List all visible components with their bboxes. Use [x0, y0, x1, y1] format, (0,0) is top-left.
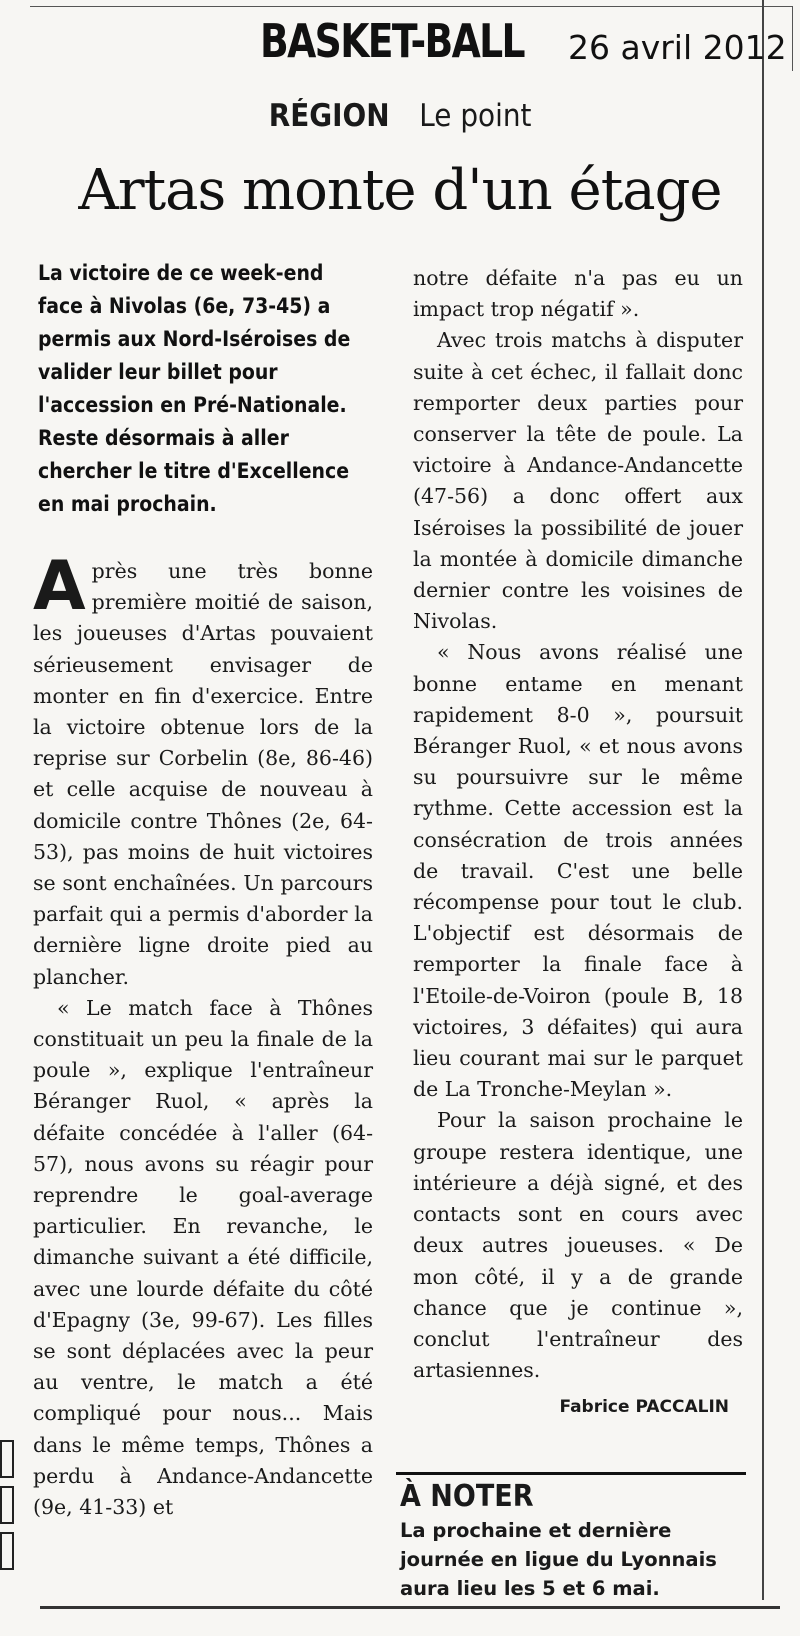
- drop-cap: A: [33, 547, 86, 626]
- lead-line: Reste désormais à aller: [38, 426, 289, 450]
- rubric: [0, 98, 800, 134]
- margin-mark: [0, 1532, 14, 1570]
- lead-line: valider leur billet pour: [38, 360, 278, 384]
- article-column-left: [33, 547, 373, 1523]
- body-paragraph: Avec trois matchs à disputer suite à cet échec, il fallait donc remporter deux parties pour conserver la tête de poule. La victoire à Andance-Andancette (47-56) a donc offert aux Iséroises la possibilité de jouer la montée à domicile dimanche dernier contre les voisines de Nivolas.: [413, 328, 743, 634]
- lead-line: permis aux Nord-Iséroises de: [38, 327, 351, 351]
- margin-mark: [0, 1440, 14, 1478]
- rubric-point: Le point: [419, 98, 532, 134]
- author-byline: Fabrice PACCALIN: [559, 1397, 729, 1418]
- column-border: [762, 0, 764, 1600]
- margin-mark: [0, 1486, 14, 1524]
- body-paragraph: notre défaite n'a pas eu un impact trop négatif ».: [413, 266, 743, 322]
- body-text: près une très bonne première moitié de saison, les joueuses d'Artas pouvaient sérieusement envisager de monter en fin d'exercice. Entre la victoire obtenue lors de la reprise sur Corbelin (8e, 86-46) et celle acquise de nouveau à domicile contre Thônes (2e, 64-53), pas moins de huit victoires se sont enchaînées. Un parcours parfait qui a permis d'aborder la dernière ligne droite pied au plancher.: [33, 559, 373, 989]
- note-text: La prochaine et dernière journée en ligue du Lyonnais aura lieu les 5 et 6 mai.: [400, 1519, 717, 1600]
- lead-line: en mai prochain.: [38, 492, 217, 516]
- lead-line: La victoire de ce week-end: [38, 261, 324, 285]
- body-paragraph: « Le match face à Thônes constituait un peu la finale de la poule », explique l'entraîneur Béranger Ruol, « après la défaite concédée à l'aller (64-57), nous avons su réagir pour reprendre le goal-average particulier. En revanche, le dimanche suivant a été difficile, avec une lourde défaite du côté d'Epagny (3e, 99-67). Les filles se sont déplacées avec la peur au ventre, le match a été compliqué pour nous... Mais dans le même temps, Thônes a perdu à Andance-Andancette (9e, 41-33) et: [33, 995, 373, 1520]
- section-title: BASKET-BALL: [260, 14, 524, 68]
- lead-line: l'accession en Pré-Nationale.: [38, 393, 347, 417]
- note-box: [396, 1472, 746, 1603]
- bottom-rule: [40, 1606, 780, 1609]
- body-paragraph: « Nous avons réalisé une bonne entame en menant rapidement 8-0 », poursuit Béranger Ruol, « et nous avons su poursuivre sur le même rythme. Cette accession est la consécration de trois années de travail. C'est une belle récompense pour tout le club. L'objectif est désormais de remporter la finale face à l'Etoile-de-Voiron (poule B, 18 victoires, 3 défaites) qui aura lieu courant mai sur le parquet de La Tronche-Meylan ».: [413, 640, 743, 1102]
- lead-line: chercher le titre d'Excellence: [38, 459, 350, 483]
- lead-paragraph: [38, 257, 368, 521]
- lead-line: face à Nivolas (6e, 73-45) a: [38, 294, 331, 318]
- headline: Artas monte d'un étage: [78, 158, 722, 223]
- publication-date: 26 avril 2012: [568, 28, 787, 67]
- margin-marks: [0, 1440, 14, 1570]
- rubric-region: RÉGION: [268, 98, 390, 134]
- body-paragraph: Pour la saison prochaine le groupe restera identique, une intérieure a déjà signé, et des contacts sont en cours avec deux autres joueuses. « De mon côté, il y a de grande chance que je continue », conclut l'entraîneur des artasiennes.: [413, 1108, 743, 1383]
- body-paragraph: [33, 547, 373, 993]
- note-title: À NOTER: [400, 1479, 534, 1514]
- article-column-right: [413, 263, 743, 1424]
